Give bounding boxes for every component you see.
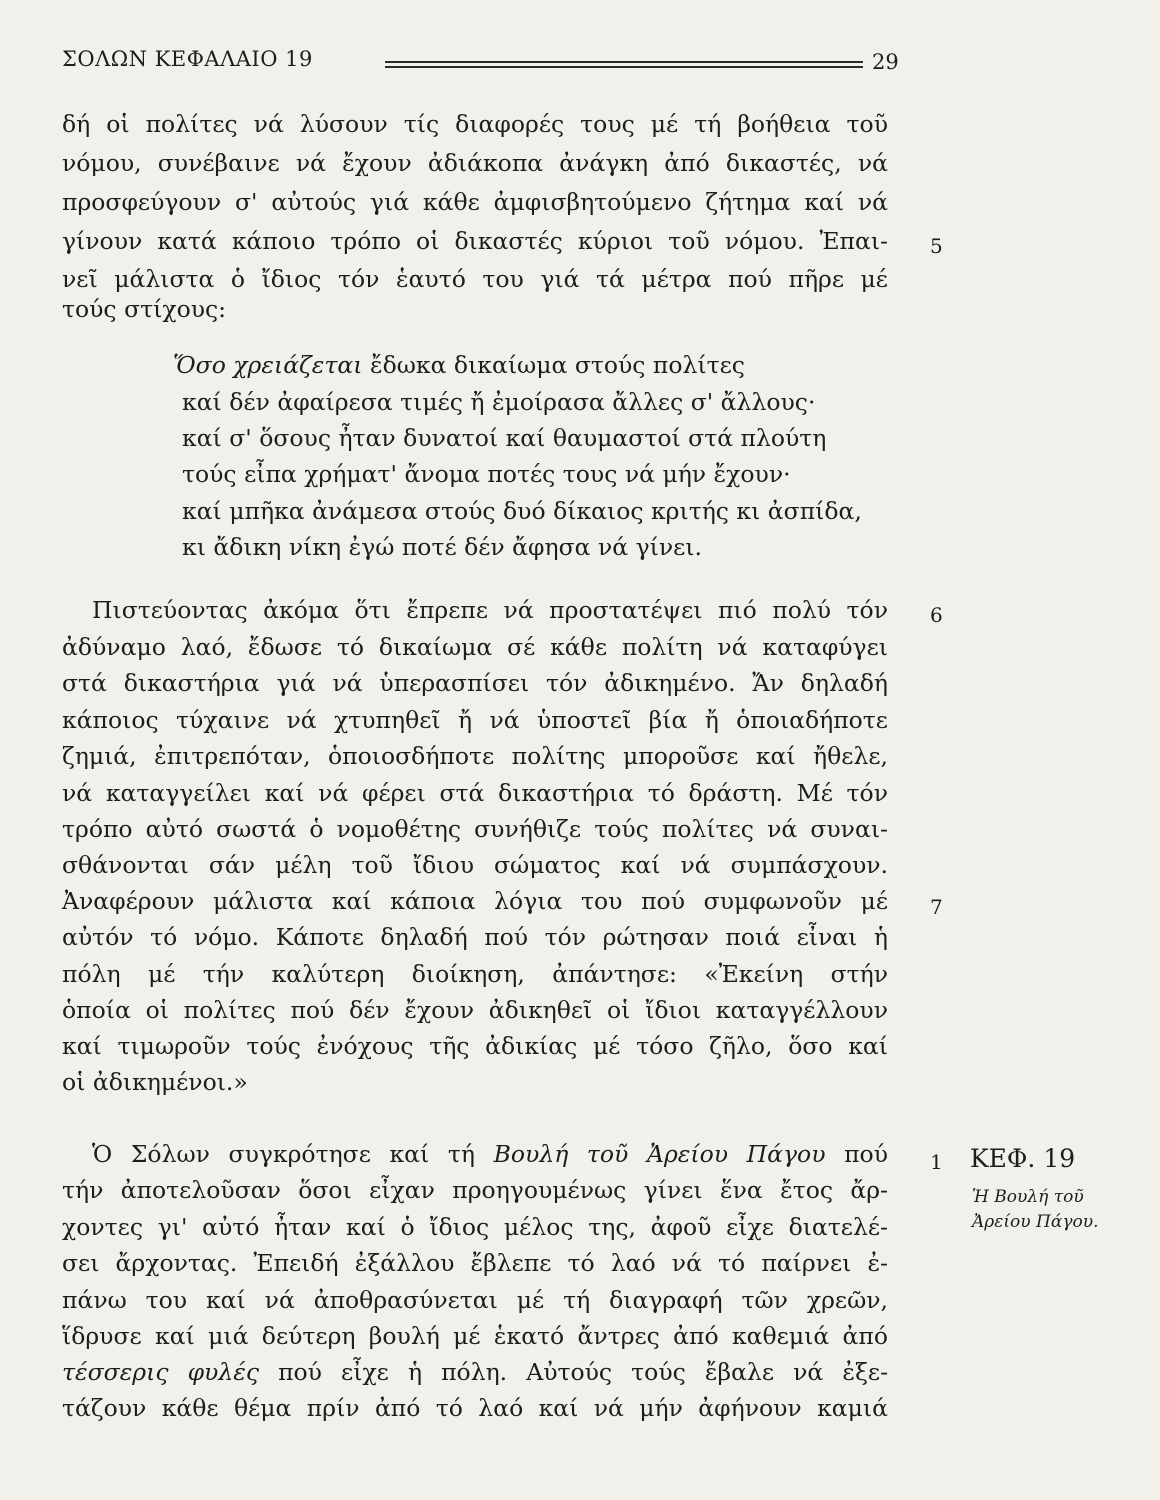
verse-line: τούς εἶπα χρήματ' ἄνομα ποτές τους νά μήν ἔχουν· bbox=[182, 460, 791, 488]
verse-line: καί μπῆκα ἀνάμεσα στούς δυό δίκαιος κριτής κι ἀσπίδα, bbox=[182, 497, 862, 525]
margin-note-line: Ἡ Βουλή τοῦ bbox=[972, 1187, 1084, 1207]
margin-note-line: Ἀρείου Πάγου. bbox=[972, 1212, 1099, 1232]
text-line: Πιστεύοντας ἀκόμα ὅτι ἔπρεπε νά προστατέψει πιό πολύ τόν bbox=[92, 596, 888, 624]
text-line: ἵδρυσε καί μιά δεύτερη βουλή μέ ἑκατό ἄντρες ἀπό καθεμιά ἀπό bbox=[62, 1322, 888, 1350]
line-number-7: 7 bbox=[930, 895, 943, 919]
verse-line: κι ἄδικη νίκη ἐγώ ποτέ δέν ἄφησα νά γίνει. bbox=[182, 533, 702, 561]
text-line: πάνω του καί νά ἀποθρασύνεται μέ τή διαγραφή τῶν χρεῶν, bbox=[62, 1286, 888, 1314]
text-line bbox=[62, 1358, 888, 1386]
text-line: τήν ἀποτελοῦσαν ὅσοι εἶχαν προηγουμένως γίνει ἕνα ἔτος ἄρ- bbox=[62, 1176, 888, 1204]
emphasis-boule: Βουλή τοῦ Ἀρείου Πάγου bbox=[493, 1140, 826, 1168]
text-line: Ἀναφέρουν μάλιστα καί κάποια λόγια του πού συμφωνοῦν μέ bbox=[62, 887, 888, 915]
text-line bbox=[92, 1140, 888, 1168]
text-line: χοντες γι' αὐτό ἦταν καί ὁ ἴδιος μέλος της, ἀφοῦ εἶχε διατελέ- bbox=[62, 1213, 888, 1241]
line-number-5: 5 bbox=[930, 234, 943, 258]
margin-note-heading: ΚΕΦ. 19 bbox=[970, 1144, 1076, 1173]
text-line: ζημιά, ἐπιτρεπόταν, ὁποιοσδήποτε πολίτης μποροῦσε καί ἤθελε, bbox=[62, 742, 888, 770]
text-line: τούς στίχους: bbox=[62, 295, 227, 323]
text-line: σει ἄρχοντας. Ἐπειδή ἐξάλλου ἔβλεπε τό λαό νά τό παίρνει ἐ- bbox=[62, 1249, 888, 1277]
verse-line: καί δέν ἀφαίρεσα τιμές ἤ ἐμοίρασα ἄλλες σ' ἄλλους· bbox=[182, 388, 816, 416]
header-double-rule bbox=[385, 61, 863, 68]
text-segment: πού εἶχε ἡ πόλη. Αὐτούς τούς ἔβαλε νά ἐξε- bbox=[259, 1358, 889, 1386]
page-number: 29 bbox=[872, 50, 899, 74]
text-segment: Ὁ Σόλων συγκρότησε καί τή bbox=[92, 1140, 494, 1168]
text-line: καί τιμωροῦν τούς ἐνόχους τῆς ἀδικίας μέ τόσο ζῆλο, ὅσο καί bbox=[62, 1032, 888, 1060]
text-line: προσφεύγουν σ' αὐτούς γιά κάθε ἀμφισβητούμενο ζήτημα καί νά bbox=[62, 188, 888, 216]
text-line: κάποιος τύχαινε νά χτυπηθεῖ ἤ νά ὑποστεῖ βία ἤ ὁποιαδήποτε bbox=[62, 706, 888, 734]
text-line: δή οἱ πολίτες νά λύσουν τίς διαφορές τους μέ τή βοήθεια τοῦ bbox=[62, 110, 888, 138]
text-line: γίνουν κατά κάποιο τρόπο οἱ δικαστές κύριοι τοῦ νόμου. Ἐπαι- bbox=[62, 227, 888, 255]
verse-line bbox=[173, 351, 745, 379]
text-line: πόλη μέ τήν καλύτερη διοίκηση, ἀπάντησε: «Ἐκείνη στήν bbox=[62, 960, 888, 988]
running-header-title: ΣΟΛΩΝ ΚΕΦΑΛΑΙΟ 19 bbox=[62, 47, 313, 71]
text-line: στά δικαστήρια γιά νά ὑπερασπίσει τόν ἀδικημένο. Ἄν δηλαδή bbox=[62, 669, 888, 697]
text-line: ὁποία οἱ πολίτες πού δέν ἔχουν ἀδικηθεῖ οἱ ἴδιοι καταγγέλλουν bbox=[62, 996, 888, 1024]
text-line: οἱ ἀδικημένοι.» bbox=[62, 1068, 248, 1096]
text-line: νόμου, συνέβαινε νά ἔχουν ἀδιάκοπα ἀνάγκη ἀπό δικαστές, νά bbox=[62, 149, 888, 177]
text-line: ἀδύναμο λαό, ἔδωσε τό δικαίωμα σέ κάθε πολίτη νά καταφύγει bbox=[62, 633, 888, 661]
text-line: νεῖ μάλιστα ὁ ἴδιος τόν ἑαυτό του γιά τά μέτρα πού πῆρε μέ bbox=[62, 265, 888, 293]
line-number-1: 1 bbox=[930, 1150, 943, 1174]
verse-emphasis: Ὅσο χρειάζεται bbox=[173, 351, 363, 379]
emphasis-tribes: τέσσερις φυλές bbox=[62, 1358, 259, 1386]
text-segment: πού bbox=[825, 1140, 888, 1168]
text-line: τρόπο αὐτό σωστά ὁ νομοθέτης συνήθιζε τούς πολίτες νά συναι- bbox=[62, 815, 888, 843]
text-line: σθάνονται σάν μέλη τοῦ ἴδιου σώματος καί νά συμπάσχουν. bbox=[62, 851, 888, 879]
verse-line: καί σ' ὅσους ἦταν δυνατοί καί θαυμαστοί στά πλούτη bbox=[182, 424, 827, 452]
line-number-6: 6 bbox=[930, 603, 943, 627]
text-line: αὐτόν τό νόμο. Κάποτε δηλαδή πού τόν ρώτησαν ποιά εἶναι ἡ bbox=[62, 923, 888, 951]
text-line: τάζουν κάθε θέμα πρίν ἀπό τό λαό καί νά μήν ἀφήνουν καμιά bbox=[62, 1394, 888, 1422]
verse-line-rest: ἔδωκα δικαίωμα στούς πολίτες bbox=[362, 351, 745, 379]
text-line: νά καταγγείλει καί νά φέρει στά δικαστήρια τό δράστη. Μέ τόν bbox=[62, 779, 888, 807]
